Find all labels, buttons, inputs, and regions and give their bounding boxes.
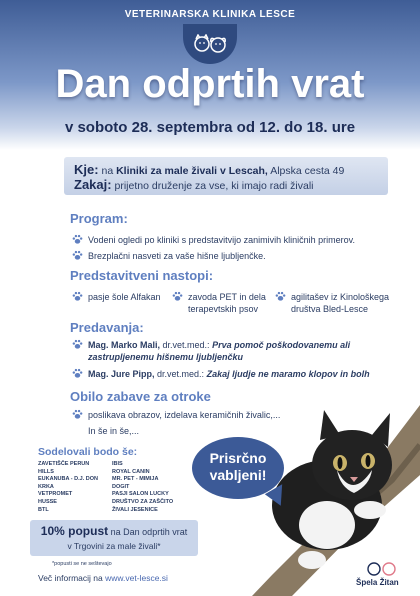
- where-label: Kje:: [74, 162, 99, 177]
- sponsor: DRUŠTVO ZA ZAŠČITO: [112, 498, 174, 505]
- header-banner: [0, 0, 420, 150]
- paw-icon: [72, 291, 83, 302]
- paw-icon: [172, 291, 183, 302]
- where-place: Kliniki za male živali v Lescah,: [116, 165, 268, 177]
- clinic-logo: [183, 24, 237, 64]
- website-link[interactable]: www.vet-lesce.si: [105, 573, 168, 583]
- performance-text: pasje šole Alfakan: [88, 292, 161, 302]
- event-date: v soboto 28. septembra od 12. do 18. ure: [64, 119, 356, 136]
- paw-icon: [72, 339, 83, 350]
- performance-text: zavoda PET in dela terapevtskih psov: [188, 292, 266, 314]
- sponsor: VETPROMET: [38, 491, 73, 498]
- program-item-text: Brezplačni nasveti za vaše hišne ljubljenčke.: [88, 251, 266, 261]
- discount-text: na Dan odprtih vrat: [110, 527, 188, 537]
- where-address: Alpska cesta 49: [270, 165, 345, 177]
- sponsors-col-1: [38, 461, 98, 514]
- sponsor: HUSSE: [38, 498, 57, 505]
- location-line: [74, 163, 378, 178]
- paw-icon: [72, 409, 83, 420]
- lecture-item: [72, 368, 392, 380]
- lecture-topic: Zakaj ljudje ne maramo klopov in bolh: [206, 369, 370, 379]
- reason-line: [74, 178, 378, 193]
- sponsor: ZAVETIŠČE PERUN: [38, 461, 90, 467]
- lectures-title: Predavanja:: [70, 320, 144, 335]
- sponsor: MR. PET - MIMIJA: [112, 476, 159, 483]
- discount-box: [30, 520, 198, 556]
- performance-item: [72, 291, 170, 303]
- program-item: [72, 234, 355, 246]
- location-box: [64, 157, 388, 195]
- what-label: Zakaj:: [74, 177, 112, 192]
- discount-amount: 10% popust: [40, 524, 109, 538]
- sponsor: DOGIT: [112, 483, 130, 490]
- clinic-name: VETERINARSKA KLINIKA LESCE: [124, 9, 296, 20]
- discount-footnote: *popusti se ne seštevajo: [52, 561, 112, 567]
- lecturer-degree: dr.vet.med.:: [157, 369, 205, 379]
- lecture-text: [88, 339, 392, 363]
- program-item-text: Vodeni ogledi po kliniki s predstavitvijo zanimivih kliničnih primerov.: [88, 235, 355, 245]
- lecture-item: [72, 339, 392, 363]
- cat-dog-logo-icon: [192, 34, 228, 54]
- what-text: prijetno druženje za vse, ki imajo radi živali: [114, 180, 314, 192]
- sponsor: HILLS: [38, 468, 54, 475]
- sponsor: ŽIVALI JESENICE: [112, 506, 158, 513]
- program-item: [72, 250, 266, 262]
- lecturer-degree: dr.vet.med.:: [162, 340, 210, 350]
- performance-item: [275, 291, 400, 315]
- bubble-line-1: Prisrčno: [209, 450, 267, 466]
- program-title: Program:: [70, 211, 128, 226]
- performance-text: agilitašev iz Kinološkega društva Bled-Lesce: [291, 292, 390, 314]
- performances-title: Predstavitveni nastopi:: [70, 268, 214, 283]
- paw-icon: [72, 368, 83, 379]
- page-title: Dan odprtih vrat: [55, 62, 365, 106]
- lecturer-name: Mag. Marko Mali,: [88, 340, 161, 350]
- sponsor: IBIS: [112, 461, 123, 467]
- artist-logo-icon: [364, 560, 400, 578]
- fun-text: poslikava obrazov, izdelava keramičnih živalic,...: [88, 410, 281, 420]
- sponsor: ROYAL CANIN: [112, 468, 150, 475]
- sponsor: EUKANUBA - D.J. DON: [38, 476, 98, 483]
- sponsor: BTL: [38, 506, 49, 513]
- sponsor: KRKA: [38, 483, 54, 490]
- bubble-line-2: vabljeni!: [209, 467, 267, 483]
- paw-icon: [275, 291, 286, 302]
- discount-line: [30, 524, 198, 538]
- sponsor: PASJI SALON LUCKY: [112, 491, 169, 498]
- paw-icon: [72, 250, 83, 261]
- fun-extra: In še in še,...: [88, 426, 140, 436]
- more-info: [38, 573, 168, 583]
- sponsors-col-2: [112, 461, 173, 514]
- sponsors-title: Sodelovali bodo še:: [38, 446, 138, 458]
- more-info-prefix: Več informacij na: [38, 573, 103, 583]
- lecturer-name: Mag. Jure Pipp,: [88, 369, 155, 379]
- lecture-topic: Prva pomoč poškodovanemu ali zastrupljenemu hišnemu ljubljenčku: [88, 340, 351, 362]
- paw-icon: [72, 234, 83, 245]
- discount-shop: v Trgovini za male živali*: [67, 541, 161, 551]
- speech-bubble: [192, 437, 284, 499]
- fun-title: Obilo zabave za otroke: [70, 389, 211, 404]
- artist-signature: Špela Žitan: [356, 578, 399, 587]
- performance-item: [172, 291, 272, 315]
- lecture-text: [88, 368, 370, 380]
- where-pre: na: [101, 165, 114, 177]
